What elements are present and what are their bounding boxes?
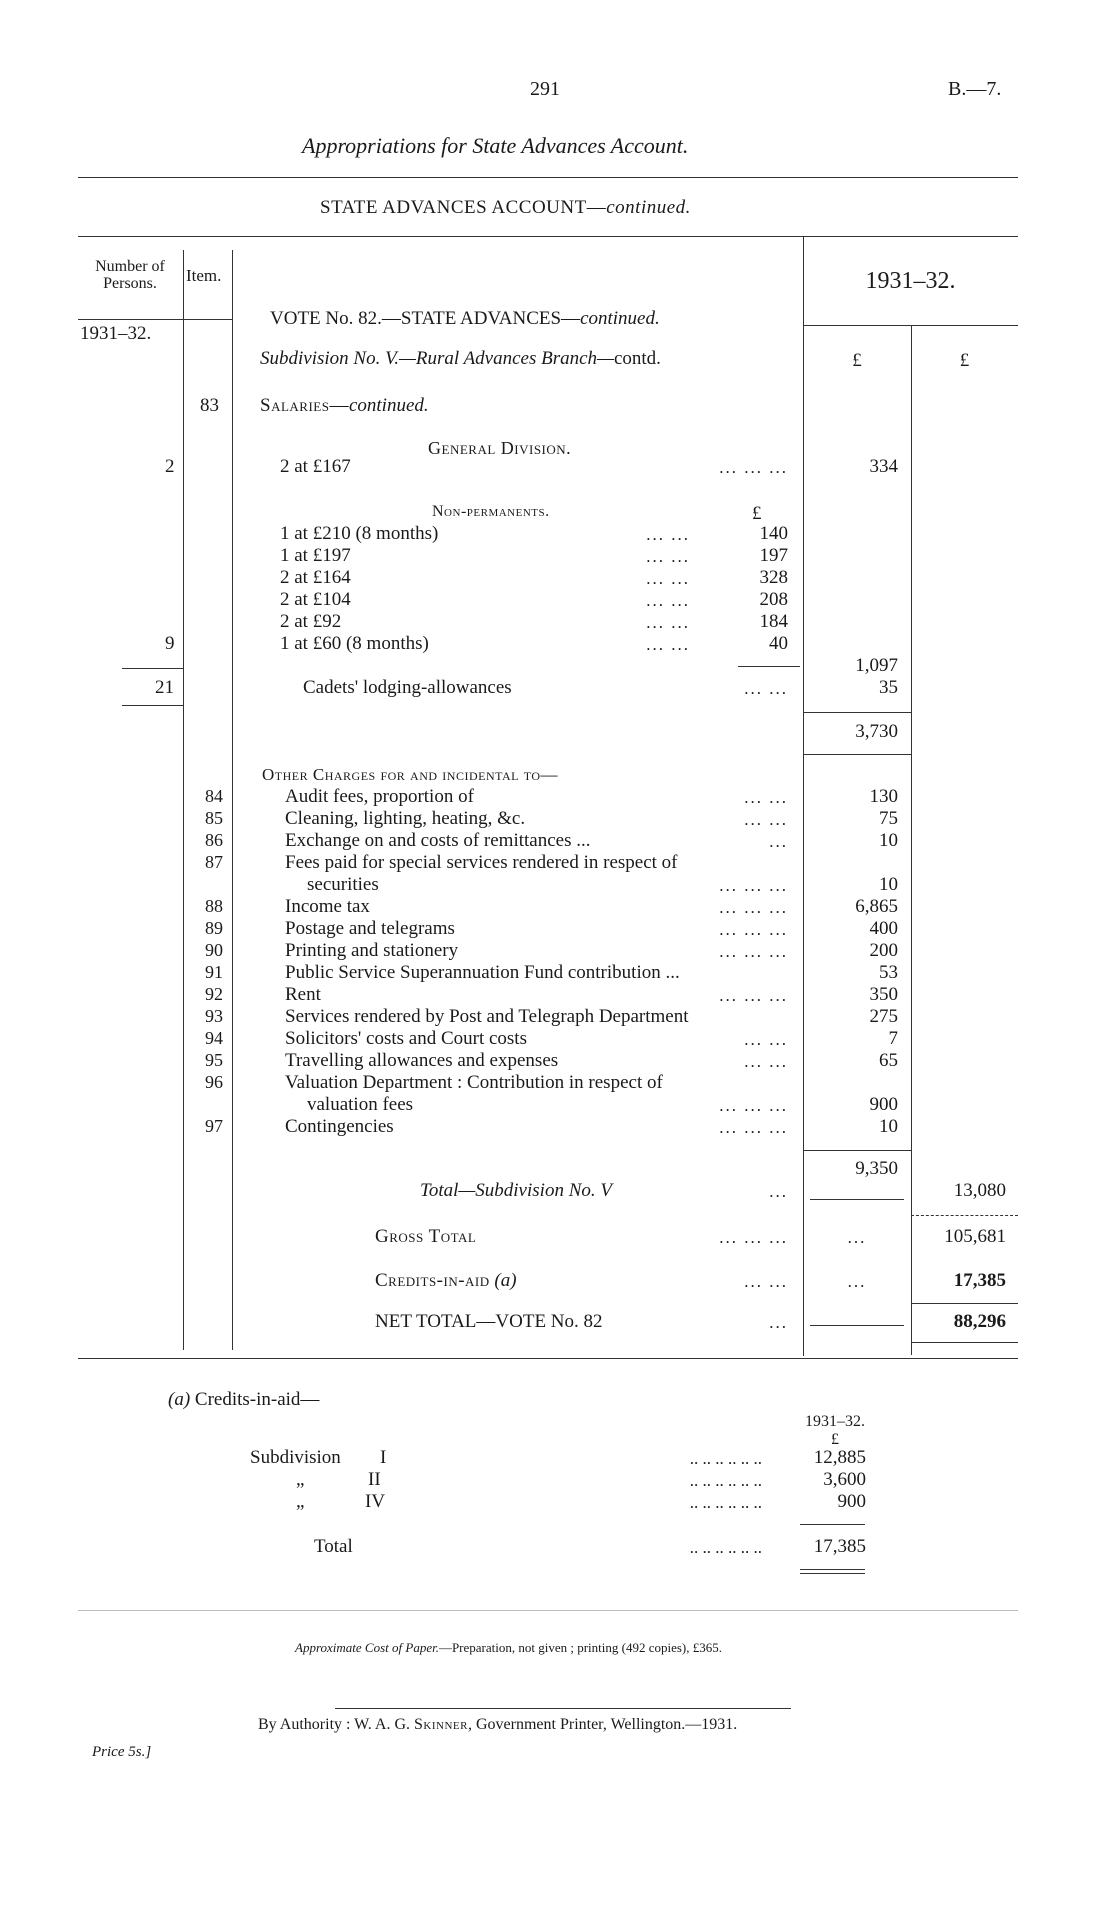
footnote-row-num: IV bbox=[365, 1491, 386, 1512]
price: Price 5s.] bbox=[92, 1744, 152, 1760]
subdivision-heading-main: Subdivision No. V.—Rural Advances Branch— bbox=[260, 348, 614, 369]
non-permanent-label: 1 at £210 (8 months) bbox=[280, 523, 439, 544]
other-charge-dots: ... ... bbox=[744, 1030, 788, 1049]
credits-in-aid-amount: 17,385 bbox=[953, 1270, 1006, 1291]
footnote-row-dots: .. .. .. .. .. .. bbox=[689, 1493, 762, 1512]
footnote-ref: (a) bbox=[168, 1389, 191, 1410]
other-charge-item: 89 bbox=[205, 918, 223, 938]
subdivision-total-underline bbox=[911, 1215, 1018, 1216]
other-charge-label: Public Service Superannuation Fund contribution ... bbox=[285, 962, 680, 983]
table-top-rule bbox=[78, 236, 1018, 237]
net-total-dots: ... bbox=[769, 1313, 788, 1332]
table-bottom-rule bbox=[78, 1358, 1018, 1359]
footnote-row-amount: 900 bbox=[837, 1491, 866, 1512]
other-charge-label: Postage and telegrams bbox=[285, 918, 455, 939]
non-permanent-dots: ... ... bbox=[646, 591, 690, 610]
other-charge-label: Printing and stationery bbox=[285, 940, 459, 961]
cadets-amount: 35 bbox=[879, 677, 898, 698]
salaries-item-number: 83 bbox=[200, 395, 219, 416]
other-charges-sum-rule bbox=[803, 1150, 911, 1151]
section-title-main: STATE ADVANCES ACCOUNT— bbox=[320, 197, 607, 218]
vote-heading-cont: continued. bbox=[580, 308, 660, 329]
salaries-heading bbox=[260, 395, 429, 417]
non-permanents-pound: £ bbox=[752, 503, 762, 524]
other-charge-amount: 10 bbox=[879, 1116, 898, 1137]
credits-in-aid-mid-dots: ... bbox=[847, 1272, 867, 1291]
year-header-rule bbox=[803, 325, 1018, 326]
non-permanent-amount: 140 bbox=[759, 523, 788, 544]
section-title-cont: continued. bbox=[606, 197, 691, 218]
non-permanents-subtotal: 1,097 bbox=[855, 655, 898, 676]
credits-in-aid-label bbox=[375, 1270, 517, 1292]
gross-total-label: Gross Total bbox=[375, 1226, 477, 1247]
other-charge-amount: 130 bbox=[869, 786, 898, 807]
authority-post: , Government Printer, Wellington.—1931. bbox=[467, 1716, 738, 1733]
other-charge-item: 86 bbox=[205, 830, 223, 850]
gross-total-dots: ... ... ... bbox=[719, 1228, 788, 1247]
subdivision-total-dots: ... bbox=[769, 1182, 788, 1201]
other-charge-label: Contingencies bbox=[285, 1116, 394, 1137]
subdivision-total-label: Total—Subdivision No. V bbox=[420, 1180, 612, 1201]
other-charge-dots: ... ... ... bbox=[719, 898, 788, 917]
other-charge-dots: ... bbox=[769, 832, 788, 851]
authority-rule bbox=[335, 1708, 791, 1709]
title-rule bbox=[78, 177, 1018, 178]
persons-year: 1931–32. bbox=[80, 323, 152, 344]
non-permanent-dots: ... ... bbox=[646, 613, 690, 632]
non-permanent-label: 1 at £197 bbox=[280, 545, 351, 566]
other-charge-item: 97 bbox=[205, 1116, 223, 1136]
authority-pre: By Authority : W. A. G. bbox=[258, 1716, 415, 1733]
footnote-row-dots: .. .. .. .. .. .. bbox=[689, 1471, 762, 1490]
other-charge-dots: ... ... bbox=[744, 1052, 788, 1071]
other-charge-amount: 53 bbox=[879, 962, 898, 983]
non-permanent-amount: 197 bbox=[759, 545, 788, 566]
vote-heading-main: VOTE No. 82.—STATE ADVANCES— bbox=[270, 308, 581, 329]
general-division-persons: 2 bbox=[165, 456, 175, 477]
salaries-sum-rule bbox=[803, 712, 911, 713]
other-charge-item: 85 bbox=[205, 808, 223, 828]
footnote-row-amount: 12,885 bbox=[813, 1447, 866, 1468]
other-charge-label: Income tax bbox=[285, 896, 370, 917]
pound-sign-col2: £ bbox=[959, 350, 970, 371]
footnote-total-label: Total bbox=[314, 1536, 353, 1557]
footnote-pound: £ bbox=[831, 1431, 839, 1448]
persons-total: 21 bbox=[155, 677, 174, 698]
non-permanent-label: 1 at £60 (8 months) bbox=[280, 633, 429, 654]
cost-of-paper bbox=[295, 1640, 722, 1656]
non-permanent-dots: ... ... bbox=[646, 569, 690, 588]
footnote-row-num: II bbox=[368, 1469, 381, 1490]
other-charge-dots: ... ... ... bbox=[719, 876, 788, 895]
footnote-total-rule-1 bbox=[800, 1569, 865, 1570]
footnote-row-label: „ bbox=[296, 1469, 305, 1490]
general-division-dots: ... ... ... bbox=[719, 458, 788, 477]
other-charge-amount: 65 bbox=[879, 1050, 898, 1071]
general-division-amount: 334 bbox=[869, 456, 898, 477]
non-permanents-heading: Non-permanents. bbox=[432, 503, 550, 520]
vote-heading bbox=[270, 308, 660, 330]
pound-sign-col1: £ bbox=[852, 350, 862, 371]
other-charge-label: Rent bbox=[285, 984, 321, 1005]
other-charge-label: Solicitors' costs and Court costs bbox=[285, 1028, 527, 1049]
other-charge-label: Exchange on and costs of remittances ... bbox=[285, 830, 591, 851]
non-permanents-persons: 9 bbox=[165, 633, 175, 654]
other-charge-label: Fees paid for special services rendered in respect of bbox=[285, 852, 678, 873]
credits-in-aid-text: Credits-in-aid bbox=[375, 1270, 490, 1291]
other-charge-amount: 900 bbox=[869, 1094, 898, 1115]
cadets-label: Cadets' lodging-allowances bbox=[303, 677, 512, 698]
footnote-year: 1931–32. bbox=[805, 1413, 865, 1430]
other-charge-label: Services rendered by Post and Telegraph Department bbox=[285, 1006, 689, 1027]
other-charge-label: Travelling allowances and expenses bbox=[285, 1050, 559, 1071]
other-charge-amount: 7 bbox=[888, 1028, 898, 1049]
salaries-label: Salaries— bbox=[260, 395, 349, 416]
non-permanent-amount: 328 bbox=[759, 567, 788, 588]
column-header-item: Item. bbox=[186, 266, 222, 285]
non-permanent-dots: ... ... bbox=[646, 635, 690, 654]
footnote-total-rule-2 bbox=[800, 1573, 865, 1574]
credits-in-aid-underline bbox=[911, 1303, 1018, 1304]
other-charge-amount: 6,865 bbox=[855, 896, 898, 917]
other-charge-item: 92 bbox=[205, 984, 223, 1004]
other-charge-dots: ... ... ... bbox=[719, 942, 788, 961]
other-charge-item: 95 bbox=[205, 1050, 223, 1070]
net-total-label: NET TOTAL—VOTE No. 82 bbox=[375, 1311, 603, 1332]
other-charge-dots: ... ... ... bbox=[719, 986, 788, 1005]
footnote-heading-text: Credits-in-aid— bbox=[194, 1389, 320, 1410]
non-permanent-amount: 184 bbox=[759, 611, 788, 632]
other-charges-heading: Other Charges for and incidental to— bbox=[262, 765, 559, 784]
other-charge-dots: ... ... ... bbox=[719, 920, 788, 939]
section-title bbox=[320, 197, 691, 219]
credits-in-aid-dots: ... ... bbox=[744, 1272, 788, 1291]
non-permanent-dots: ... ... bbox=[646, 525, 690, 544]
footnote-total-dots: .. .. .. .. .. .. bbox=[689, 1538, 762, 1557]
other-charge-item: 87 bbox=[205, 852, 223, 872]
salaries-total: 3,730 bbox=[855, 721, 898, 742]
column-header-persons: Number of Persons. bbox=[95, 258, 165, 292]
gross-total-amount: 105,681 bbox=[944, 1226, 1006, 1247]
document-reference: B.—7. bbox=[948, 78, 1002, 100]
cost-of-paper-text: —Preparation, not given ; printing (492 copies), £365. bbox=[438, 1640, 723, 1655]
other-charge-amount: 10 bbox=[879, 830, 898, 851]
footnote-row-dots: .. .. .. .. .. .. bbox=[689, 1449, 762, 1468]
other-charges-subtotal: 9,350 bbox=[855, 1158, 898, 1179]
cadets-dots: ... ... bbox=[744, 679, 788, 698]
other-charge-label: Cleaning, lighting, heating, &c. bbox=[285, 808, 526, 829]
footnote-row-amount: 3,600 bbox=[823, 1469, 866, 1490]
non-permanent-amount: 40 bbox=[769, 633, 788, 654]
non-permanent-label: 2 at £164 bbox=[280, 567, 351, 588]
subdivision-total-rule bbox=[810, 1199, 904, 1200]
other-charge-dots: ... ... ... bbox=[719, 1096, 788, 1115]
non-permanent-label: 2 at £104 bbox=[280, 589, 351, 610]
other-charge-item: 84 bbox=[205, 786, 223, 806]
other-charge-dots: ... ... ... bbox=[719, 1118, 788, 1137]
subdivision-heading-cont: contd. bbox=[613, 348, 661, 369]
other-charge-item: 91 bbox=[205, 962, 223, 982]
other-charge-item: 94 bbox=[205, 1028, 223, 1048]
non-permanent-label: 2 at £92 bbox=[280, 611, 342, 632]
other-charge-label: securities bbox=[307, 874, 379, 895]
salaries-total-rule bbox=[803, 754, 911, 755]
persons-sum-rule bbox=[122, 668, 183, 669]
column-header-year: 1931–32. bbox=[865, 268, 956, 294]
other-charge-label: valuation fees bbox=[307, 1094, 414, 1115]
subdivision-heading bbox=[260, 348, 661, 370]
subdivision-total-amount: 13,080 bbox=[953, 1180, 1006, 1201]
net-total-amount: 88,296 bbox=[953, 1311, 1006, 1332]
authority-name: Skinner bbox=[414, 1716, 468, 1733]
other-charge-amount: 75 bbox=[879, 808, 898, 829]
other-charge-label: Valuation Department : Contribution in respect of bbox=[285, 1072, 663, 1093]
page-number: 291 bbox=[530, 78, 560, 100]
general-division-heading: General Division. bbox=[428, 438, 572, 458]
persons-total-rule bbox=[122, 705, 183, 706]
footnote-row-num: I bbox=[380, 1447, 387, 1468]
other-charge-item: 96 bbox=[205, 1072, 223, 1092]
other-charge-amount: 200 bbox=[869, 940, 898, 961]
page-title: Appropriations for State Advances Account. bbox=[302, 133, 689, 158]
footer-faint-rule bbox=[78, 1610, 1018, 1611]
other-charge-amount: 10 bbox=[879, 874, 898, 895]
net-total-mid-rule bbox=[810, 1325, 904, 1326]
footnote-total-amount: 17,385 bbox=[813, 1536, 866, 1557]
other-charge-dots: ... ... bbox=[744, 788, 788, 807]
persons-item-divider bbox=[183, 250, 184, 1350]
other-charge-amount: 400 bbox=[869, 918, 898, 939]
net-total-underline bbox=[911, 1342, 1018, 1343]
non-permanent-dots: ... ... bbox=[646, 547, 690, 566]
other-charge-item: 93 bbox=[205, 1006, 223, 1026]
credits-in-aid-ref: (a) bbox=[494, 1270, 517, 1291]
footnote-row-label: „ bbox=[296, 1491, 305, 1512]
footnote-heading bbox=[168, 1389, 319, 1411]
cost-of-paper-label: Approximate Cost of Paper. bbox=[295, 1640, 439, 1655]
salaries-cont: continued. bbox=[348, 395, 429, 416]
general-division-line: 2 at £167 bbox=[280, 456, 351, 477]
footnote-sum-rule bbox=[800, 1524, 865, 1525]
non-permanent-amount: 208 bbox=[759, 589, 788, 610]
non-permanents-sum-rule bbox=[738, 666, 800, 667]
other-charge-dots: ... ... bbox=[744, 810, 788, 829]
authority-line bbox=[258, 1716, 737, 1734]
gross-total-mid-dots: ... bbox=[847, 1228, 867, 1247]
other-charge-item: 88 bbox=[205, 896, 223, 916]
item-desc-divider bbox=[232, 250, 233, 1350]
other-charge-amount: 350 bbox=[869, 984, 898, 1005]
other-charge-label: Audit fees, proportion of bbox=[285, 786, 474, 807]
footnote-row-label: Subdivision bbox=[250, 1447, 341, 1468]
other-charge-item: 90 bbox=[205, 940, 223, 960]
persons-header-rule bbox=[78, 319, 232, 320]
other-charge-amount: 275 bbox=[869, 1006, 898, 1027]
